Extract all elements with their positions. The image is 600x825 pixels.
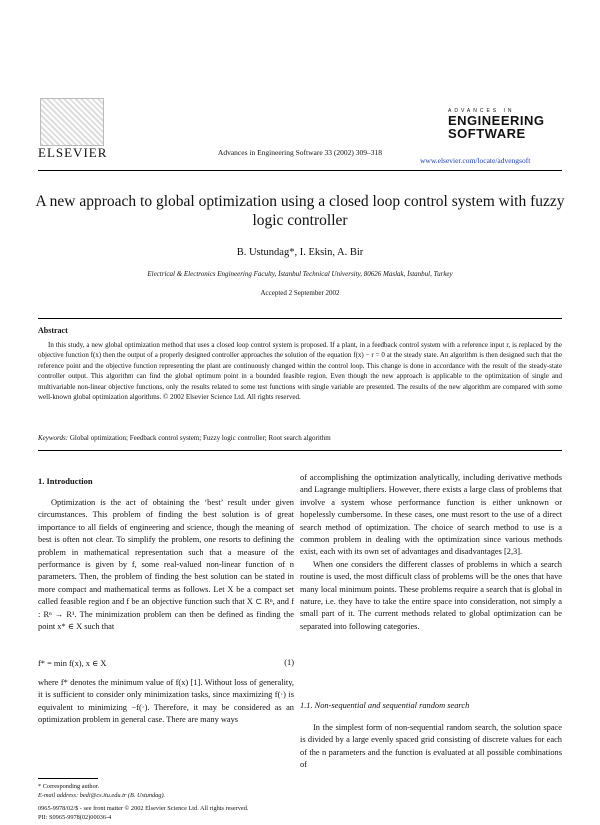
- abstract-bottom-divider: [38, 450, 562, 451]
- keywords: [38, 434, 562, 442]
- right-column-text: [300, 472, 562, 633]
- pii-line: PII: S0965-9978(02)00036-4: [38, 814, 112, 821]
- paragraph: In the simplest form of non-sequential random search, the solution space is divided by a large evenly spaced grid consisting of discrete values for each of the n parameters and the function is evaluated at all possible combinations of: [300, 723, 562, 770]
- equation-1: [38, 658, 294, 668]
- keywords-list: Global optimization; Feedback control system; Fuzzy logic controller; Root search algorithm: [69, 434, 331, 442]
- section-heading-introduction: 1. Introduction: [38, 476, 93, 486]
- author-list: B. Ustundag*, I. Eksin, A. Bir: [236, 247, 364, 258]
- left-column-paragraph-1: [38, 497, 294, 633]
- publisher-name: ELSEVIER: [38, 145, 108, 160]
- equation-body: f* = min f(x), x ∈ X: [38, 659, 107, 668]
- affiliation: Electrical & Electronics Engineering Faculty, İstanbul Technical University, 80626 Maslak, İstanbul, Turkey: [147, 270, 453, 278]
- copyright-footer: [38, 804, 248, 822]
- paragraph: When one considers the different classes of problems in which a search routine is used, the most difficult class of problems will be the ones that have many local minimum points. These problems require a search that is global in nature, i.e. they have to take the entire space into consideration, not simply a small part of it. The current methods related to global optimization can be separated into following categories.: [300, 559, 562, 631]
- footnote: [38, 782, 165, 800]
- left-column-paragraph-2: [38, 677, 294, 727]
- publisher-logo: [40, 98, 104, 146]
- right-column-paragraph-3: [300, 722, 562, 772]
- abstract-top-divider: [38, 318, 562, 319]
- copyright-line: 0965-9978/02/$ - see front matter © 2002 Elsevier Science Ltd. All rights reserved.: [38, 805, 249, 812]
- journal-website-link[interactable]: www.elsevier.com/locate/advengsoft: [420, 156, 531, 165]
- brand-line2: SOFTWARE: [448, 126, 526, 141]
- keywords-label: Keywords:: [38, 434, 69, 442]
- paragraph: where f* denotes the minimum value of f(x) [1]. Without loss of generality, it is sufficient to consider only minimization tasks, since maximizing f(·) is equivalent to minimizing −f(·). Therefore, it may be considered as an optimization problem in general case. There are many ways: [38, 678, 294, 725]
- brand-line1: ENGINEERING: [448, 113, 545, 128]
- paragraph: of accomplishing the optimization analytically, including derivative methods and Lagrange multipliers. However, there exists a large class of problems that involve a system whose performance function is either unknown or hopelessly cumbersome. In these cases, one must resort to the use of a direct search method of optimization. The choice of search method to use is a common problem in dealing with the optimization since various methods exist, each with its own set of advantages and disadvantages [2,3].: [300, 473, 562, 557]
- journal-reference: Advances in Engineering Software 33 (2002) 309–318: [217, 148, 383, 157]
- footnote-divider: [38, 778, 98, 779]
- header-divider: [38, 170, 562, 171]
- footnote-email: E-mail address: bedi@cs.itu.edu.tr (B. Ustundag).: [38, 792, 166, 799]
- accepted-date: Accepted 2 September 2002: [260, 289, 340, 297]
- abstract-heading: Abstract: [38, 326, 68, 335]
- article-title: A new approach to global optimization using a closed loop control system with fuzzy logic controller: [35, 193, 565, 229]
- paragraph: Optimization is the act of obtaining the ‘best’ result under given circumstances. This problem of finding the best solution is of great importance to all fields of engineering and science, though the meaning of best is often not clear. To simplify the problem, one resorts to defining the problem in mathematical representation such that a measure of the performance is given by f, some real-valued non-linear function of n parameters. Then, the problem of finding the best solution can be stated in more compact and mathematical terms as follows. Let X be a compact set called feasible region and f be an objective function such that X ⊂ Rⁿ, and f : Rⁿ → R¹. The minimization problem can then be defined as finding the point x* ∈ X such that: [38, 498, 294, 632]
- abstract-text: In this study, a new global optimization method that uses a closed loop control system is proposed. If a plant, in a feedback control system with a reference input r, is replaced by the objective function f(x) then the output of a properly designed controller approaches the solution of the equation f(x) − r = 0 at the steady state. An algorithm is then designed such that the reference point and the objective function representing the plant are continuously changed within the control loop. This change is done in accordance with the result of the steady-state controller output. This algorithm can find the global optimum point in a bounded feasible region. Even though the new approach is applicable to the optimization of single and multivariable non-linear objective functions, only the results related to some test functions with single variable are presented. The results of the new algorithm are compared with some well-known global optimization algorithms. © 2002 Elsevier Science Ltd. All rights reserved.: [38, 341, 562, 402]
- footnote-corresponding: * Corresponding author.: [38, 783, 100, 790]
- equation-number: (1): [284, 658, 294, 667]
- subsection-heading: 1.1. Non-sequential and sequential random search: [300, 701, 470, 710]
- journal-brand: [448, 108, 568, 140]
- brand-small: ADVANCES IN: [448, 108, 515, 114]
